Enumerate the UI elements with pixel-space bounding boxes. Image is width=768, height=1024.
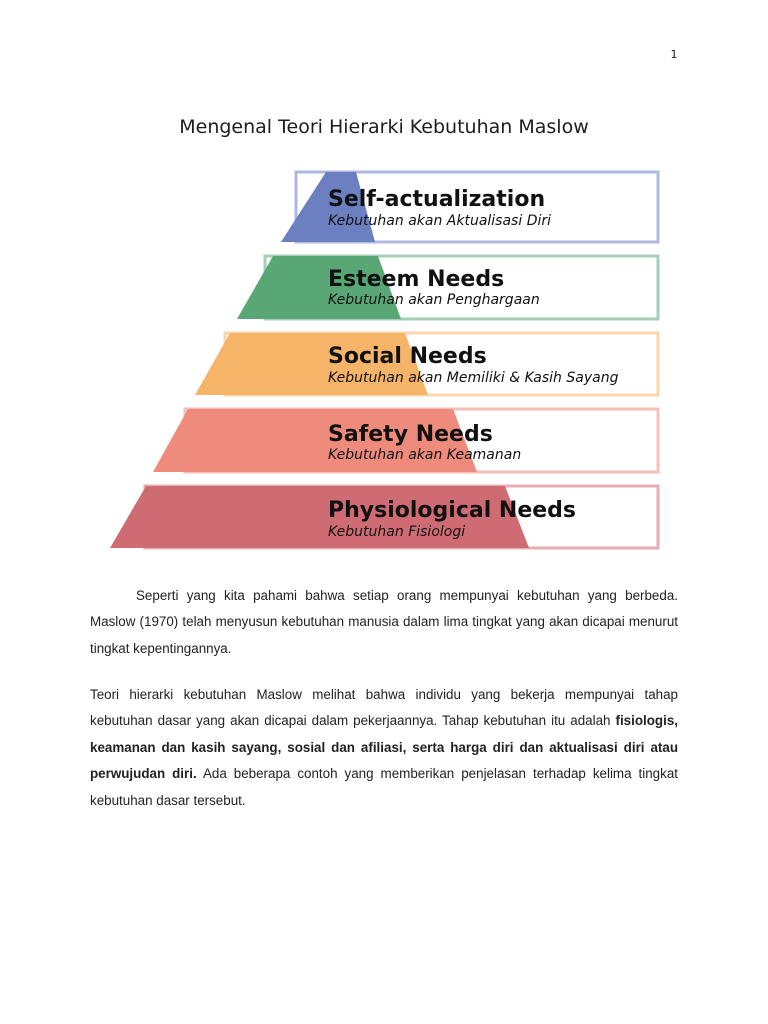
level-subtitle: Kebutuhan akan Memiliki & Kasih Sayang (328, 370, 619, 386)
paragraph-theory-bold: fisiologis, keamanan dan kasih sayang, sosial dan afiliasi, serta harga diri dan aktualisasi diri atau perwujudan diri. (90, 713, 678, 782)
level-title: Social Needs (328, 344, 487, 369)
level-subtitle: Kebutuhan akan Keamanan (328, 447, 522, 463)
level-title: Safety Needs (328, 422, 493, 447)
level-title: Physiological Needs (328, 498, 577, 523)
paragraph-theory-rest: Ada beberapa contoh yang memberikan penjelasan terhadap kelima tingkat kebutuhan dasar tersebut. (90, 766, 678, 808)
pyramid-level-self-actualization (281, 172, 658, 242)
maslow-pyramid (0, 160, 768, 560)
paragraph-theory-intro: Teori hierarki kebutuhan Maslow melihat bahwa individu yang bekerja mempunyai tahap kebutuhan dasar yang akan dicapai dalam pekerjaannya. Tahap kebutuhan itu adalah (90, 687, 678, 729)
level-subtitle: Kebutuhan akan Aktualisasi Diri (328, 213, 552, 229)
paragraph-intro: Seperti yang kita pahami bahwa setiap orang mempunyai kebutuhan yang berbeda. Maslow (1970) telah menyusun kebutuhan manusia dalam lima tingkat yang akan dicapai menurut tingkat kepentingannya. (90, 588, 678, 656)
level-title: Esteem Needs (328, 267, 505, 292)
page-number: 1 (670, 48, 678, 61)
pyramid-level-social (195, 333, 658, 395)
paragraph-theory (90, 682, 678, 814)
level-subtitle: Kebutuhan akan Penghargaan (328, 292, 540, 308)
document-title: Mengenal Teori Hierarki Kebutuhan Maslow (179, 116, 589, 138)
level-title: Self-actualization (328, 187, 546, 212)
pyramid-level-physiological (110, 486, 658, 548)
pyramid-level-safety (153, 409, 658, 472)
pyramid-level-esteem (237, 256, 658, 319)
level-subtitle: Kebutuhan Fisiologi (328, 524, 466, 540)
